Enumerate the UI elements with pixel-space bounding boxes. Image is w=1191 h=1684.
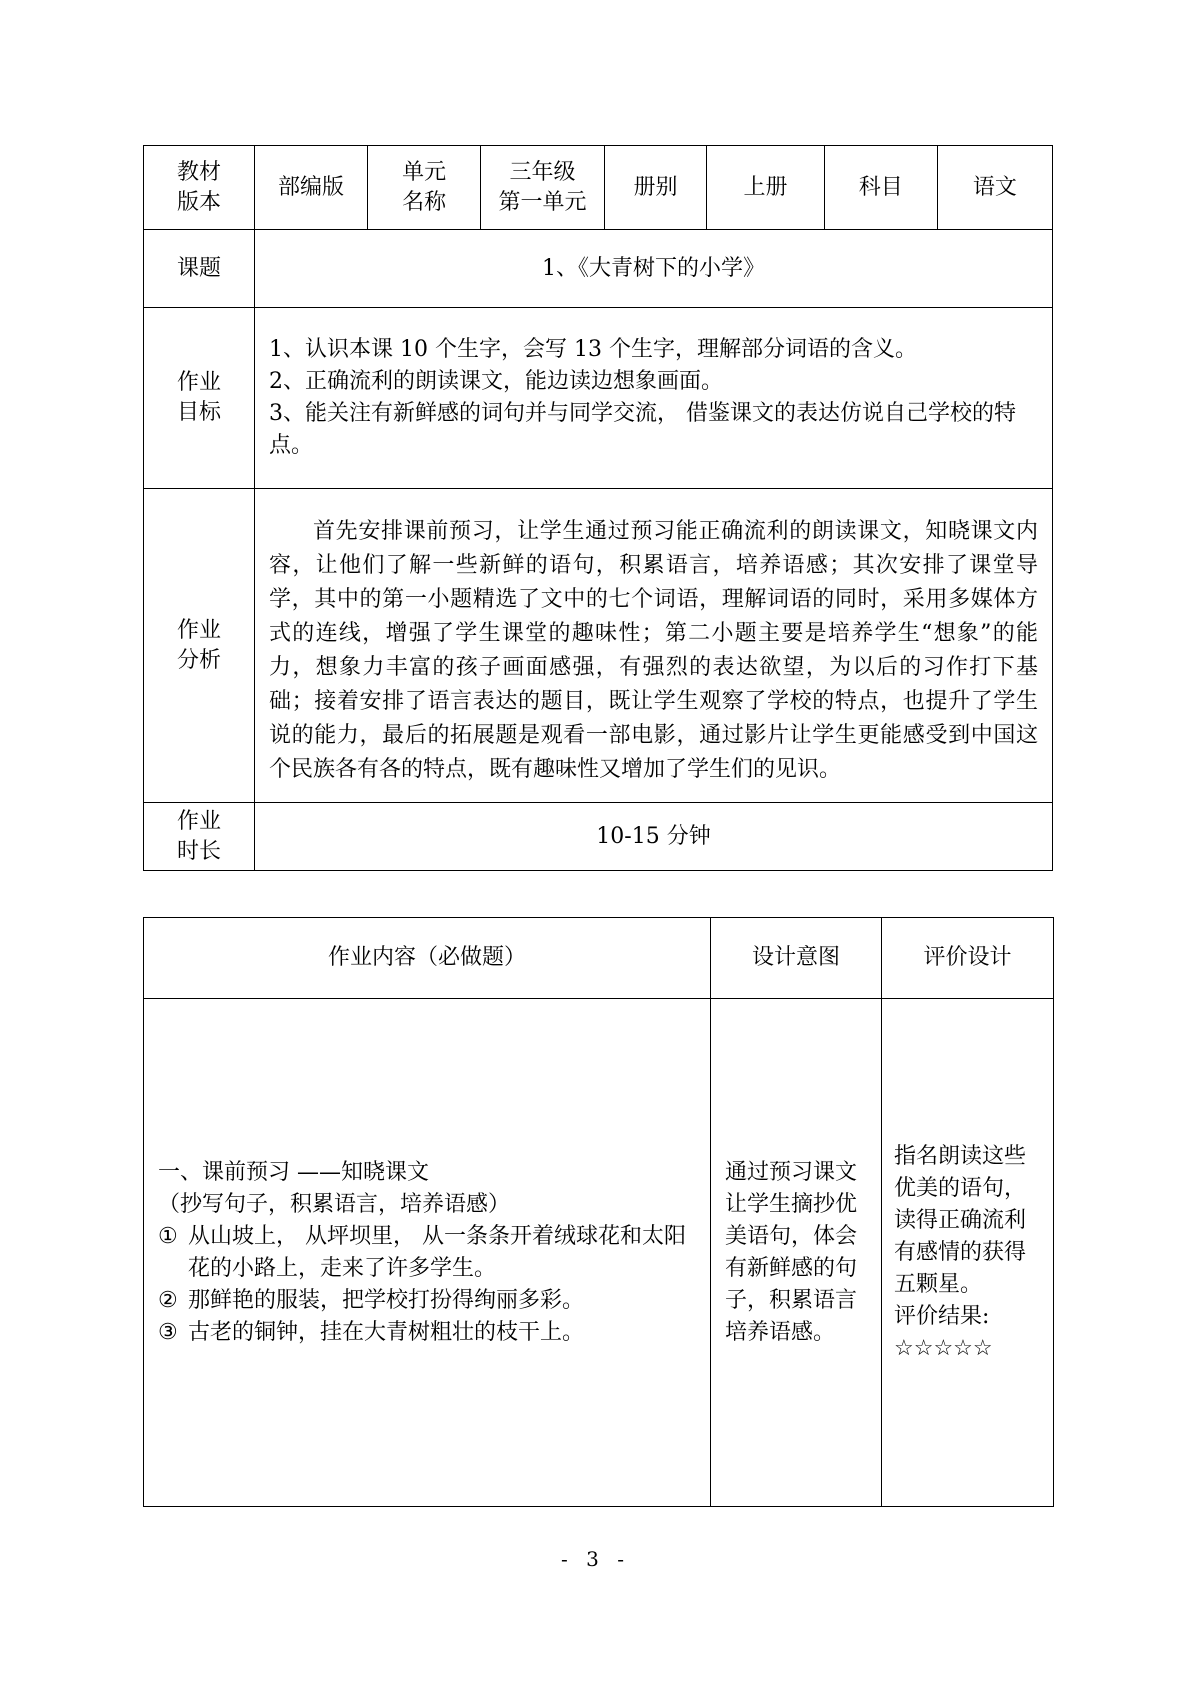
item-text: 古老的铜钟，挂在大青树粗壮的枝干上。 [188,1319,585,1345]
textbook-version-label: 教材 版本 [144,146,255,230]
star-rating-icon: ☆☆☆☆☆ [894,1335,993,1361]
goals-label: 作业 目标 [144,308,255,489]
header-intent: 设计意图 [711,918,882,999]
evaluation-text: 指名朗读这些优美的语句，读得正确流利有感情的获得五颗星。 [894,1143,1027,1297]
goal-item: 3、能关注有新鲜感的词句并与同学交流， 借鉴课文的表达仿说自己学校的特点。 [269,401,1016,458]
textbook-version-value: 部编版 [255,146,368,230]
duration-value: 10-15 分钟 [255,803,1053,871]
design-intent: 通过预习课文让学生摘抄优美语句，体会有新鲜感的句子，积累语言培养语感。 [711,999,882,1507]
header-content: 作业内容（必做题） [144,918,711,999]
topic-label: 课题 [144,230,255,308]
item-number: ① [158,1223,178,1249]
item-text: 那鲜艳的服装，把学校打扮得绚丽多彩。 [188,1287,585,1313]
section-subtitle: （抄写句子，积累语言，培养语感） [158,1191,511,1217]
homework-table [143,917,1054,1507]
list-item [158,1285,700,1317]
goals-content [255,308,1053,489]
page-number: - 3 - [561,1547,630,1571]
item-text: 从山坡上， 从坪坝里， 从一条条开着绒球花和太阳花的小路上，走来了许多学生。 [188,1223,686,1281]
unit-name-label: 单元 名称 [368,146,481,230]
list-item [158,1221,700,1285]
section-title: 一、课前预习 ——知晓课文 [158,1159,429,1185]
volume-label: 册别 [604,146,707,230]
volume-value: 上册 [707,146,824,230]
duration-label: 作业 时长 [144,803,255,871]
evaluation-design [882,999,1054,1507]
unit-name-value: 三年级 第一单元 [481,146,605,230]
lesson-info-table [143,145,1053,871]
analysis-label: 作业 分析 [144,489,255,803]
goal-item: 1、认识本课 10 个生字，会写 13 个生字，理解部分词语的含义。 [269,337,917,362]
goal-item: 2、正确流利的朗读课文，能边读边想象画面。 [269,369,723,394]
evaluation-result-label: 评价结果: [894,1303,990,1329]
item-number: ③ [158,1319,178,1345]
homework-content [144,999,711,1507]
item-number: ② [158,1287,178,1313]
list-item [158,1317,700,1349]
topic-value: 1、《大青树下的小学》 [255,230,1053,308]
subject-value: 语文 [937,146,1052,230]
header-evaluation: 评价设计 [882,918,1054,999]
analysis-content: 首先安排课前预习，让学生通过预习能正确流利的朗读课文，知晓课文内容，让他们了解一些新鲜的语句，积累语言，培养语感；其次安排了课堂导学，其中的第一小题精选了文中的七个词语，理解词语的同时，采用多媒体方式的连线，增强了学生课堂的趣味性；第二小题主要是培养学生“想象”的能力，想象力丰富的孩子画面感强，有强烈的表达欲望，为以后的习作打下基础；接着安排了语言表达的题目，既让学生观察了学校的特点，也提升了学生说的能力，最后的拓展题是观看一部电影，通过影片让学生更能感受到中国这个民族各有各的特点，既有趣味性又增加了学生们的见识。 [255,489,1053,803]
subject-label: 科目 [824,146,937,230]
